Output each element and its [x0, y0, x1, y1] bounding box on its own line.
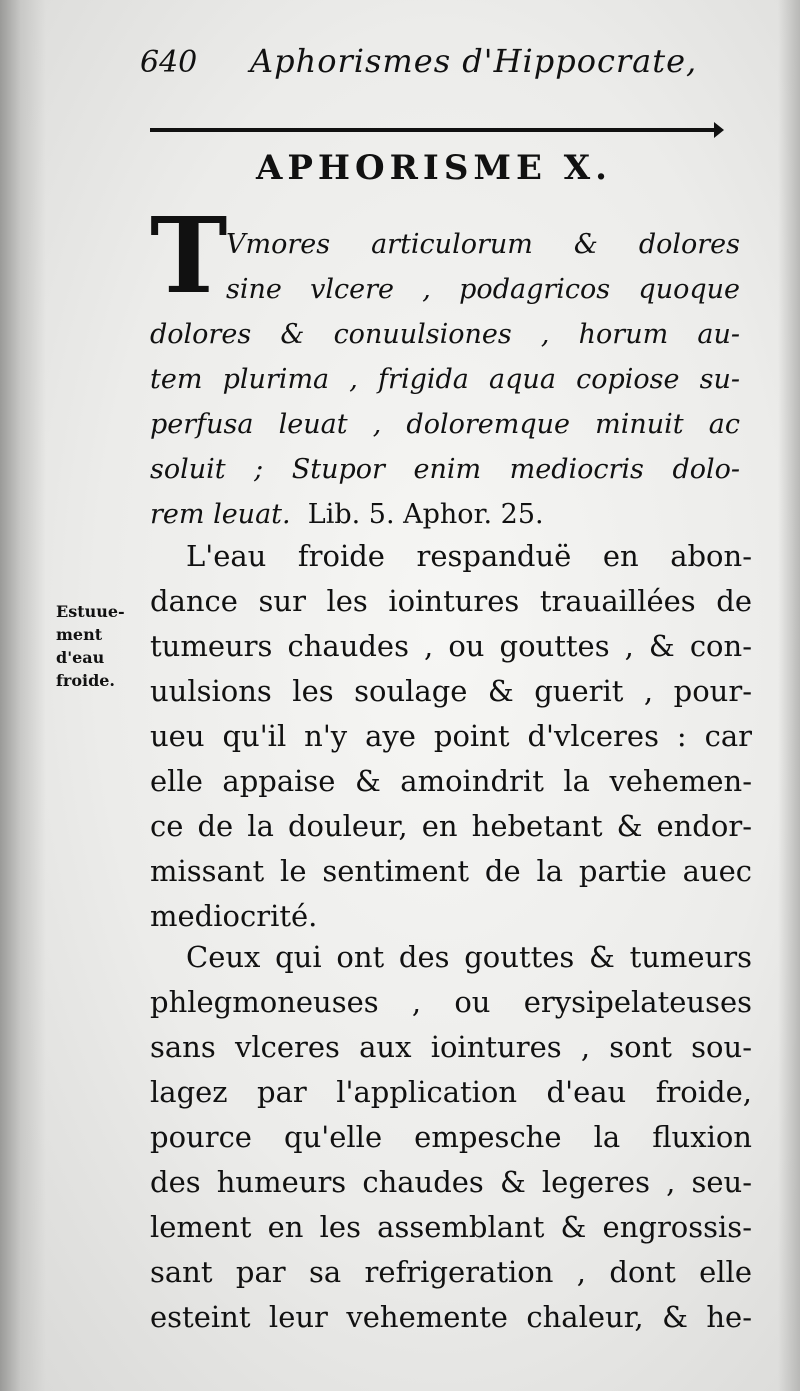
latin-line: dolores & conuulsiones , horum au-: [150, 319, 740, 350]
aphorism-reference: Lib. 5. Aphor. 25.: [307, 499, 544, 530]
header-rule: [150, 128, 718, 132]
text-line: lement en les assemblant & engrossis-: [150, 1210, 752, 1244]
commentary-paragraph-2: [150, 935, 752, 1340]
latin-line: tem plurima , frigida aqua copiose su-: [150, 364, 740, 395]
drop-cap: T: [150, 194, 228, 317]
text-line: tumeurs chaudes , ou gouttes , & con-: [150, 629, 752, 663]
latin-line: [150, 492, 740, 537]
text-line: uulsions les soulage & guerit , pour-: [150, 674, 752, 708]
text-line: des humeurs chaudes & legeres , seu-: [150, 1165, 752, 1199]
text-line: phlegmoneuses , ou erysipelateuses: [150, 985, 752, 1019]
page-number: 640: [140, 45, 198, 80]
text-line: elle appaise & amoindrit la vehemen-: [150, 764, 752, 798]
page-header: [140, 42, 730, 90]
latin-line: Vmores articulorum & dolores: [226, 229, 740, 260]
text-line: ce de la douleur, en hebetant & endor-: [150, 809, 752, 843]
binding-shadow: [0, 0, 46, 1391]
margin-note-line: Estuue-: [56, 602, 125, 621]
latin-line: perfusa leuat , doloremque minuit ac: [150, 409, 740, 440]
text-line: sans vlceres aux iointures , sont sou-: [150, 1030, 752, 1064]
text-line: mediocrité.: [150, 899, 318, 933]
latin-line: sine vlcere , podagricos quoque: [226, 274, 740, 305]
text-line: esteint leur vehemente chaleur, & he-: [150, 1300, 752, 1334]
running-head: Aphorismes d'Hippocrate,: [250, 42, 698, 80]
text-line: ueu qu'il n'y aye point d'vlceres : car: [150, 719, 752, 753]
section-title: APHORISME X.: [255, 148, 612, 188]
latin-line: soluit ; Stupor enim mediocris dolo-: [150, 454, 740, 485]
text-line: L'eau froide respanduë en abon-: [186, 539, 752, 573]
latin-aphorism: [150, 222, 740, 537]
margin-note-line: ment: [56, 625, 103, 644]
text-line: Ceux qui ont des gouttes & tumeurs: [186, 940, 752, 974]
page-edge-shadow: [778, 0, 800, 1391]
margin-note-line: d'eau: [56, 648, 105, 667]
margin-note: [56, 600, 146, 692]
text-line: dance sur les iointures trauaillées de: [150, 584, 752, 618]
commentary-paragraph-1: [150, 534, 752, 939]
text-line: missant le sentiment de la partie auec: [150, 854, 752, 888]
text-line: sant par sa refrigeration , dont elle: [150, 1255, 752, 1289]
text-line: pource qu'elle empesche la fluxion: [150, 1120, 752, 1154]
text-line: lagez par l'application d'eau froide,: [150, 1075, 752, 1109]
margin-note-line: froide.: [56, 671, 115, 690]
latin-last-line: rem leuat.: [150, 499, 291, 530]
